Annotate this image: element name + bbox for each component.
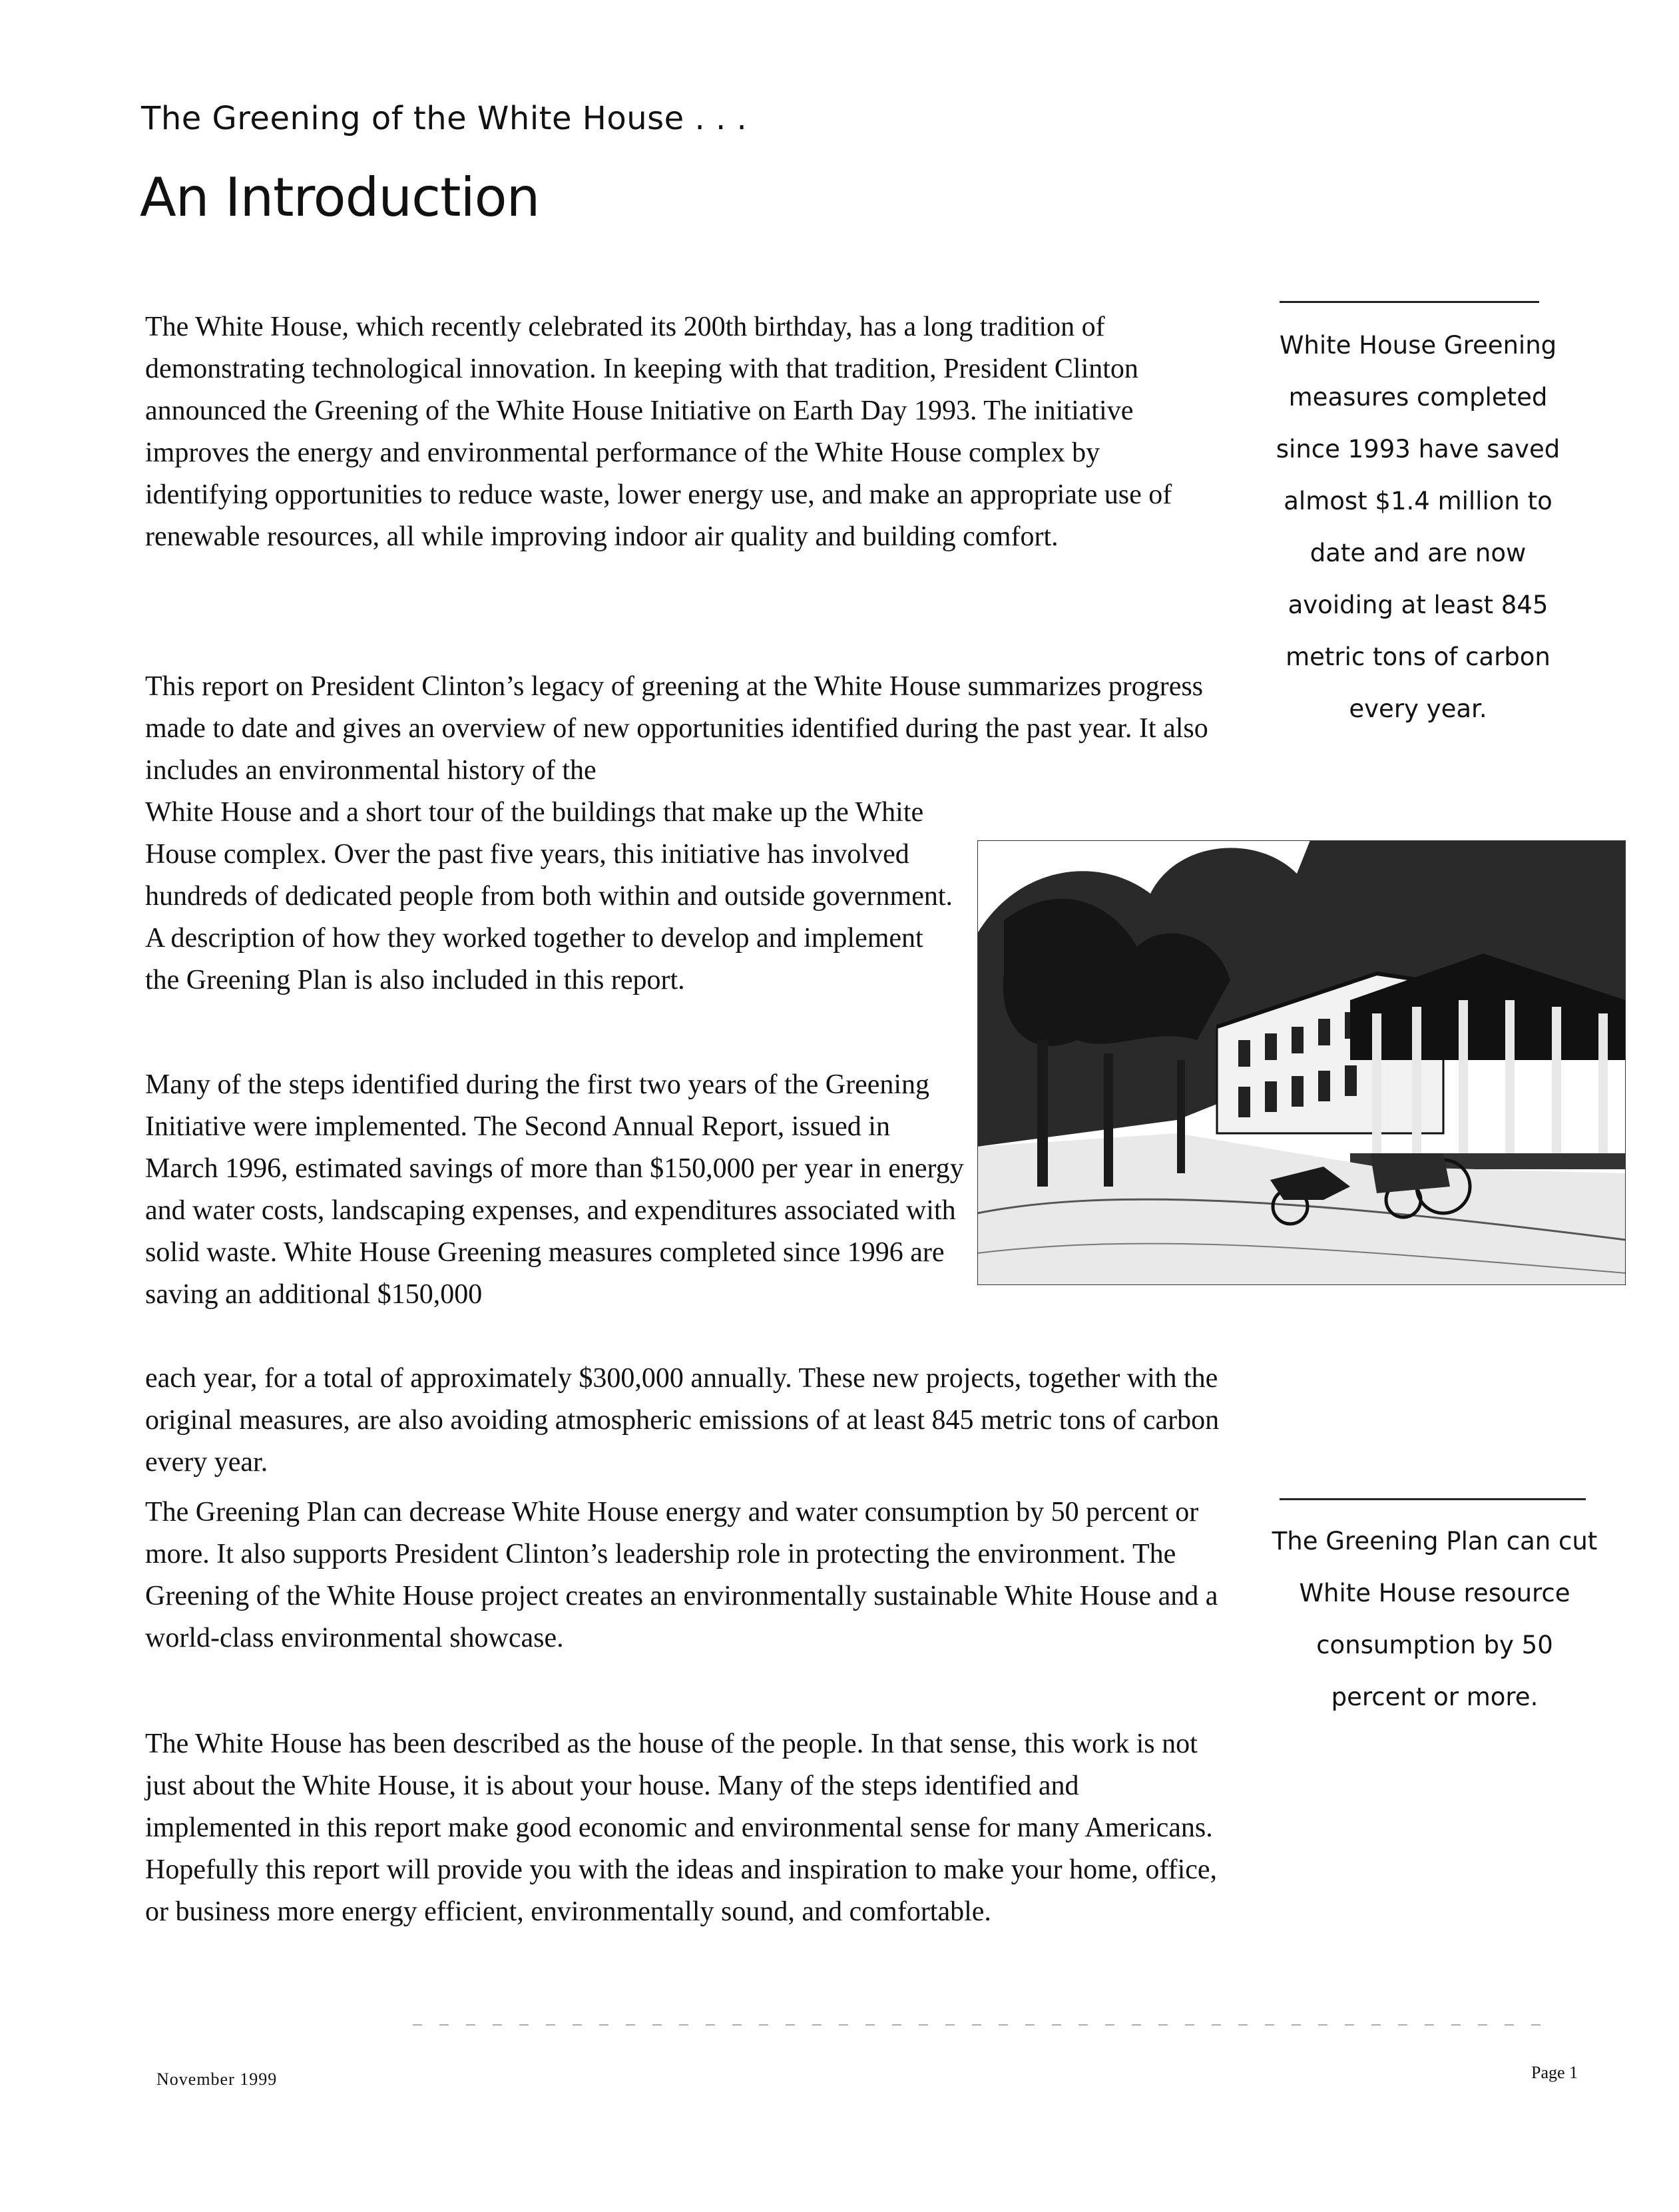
greening-plan-paragraph: The Greening Plan can decrease White House energy and water consumption by 50 percent or more. It also supports President Clinton’s leadership role in protecting the environment. The Greening of the White House project creates an environmentally sustainable White House and a world-class environmental showcase.: [145, 1497, 1218, 1653]
complex-tour-paragraph: White House and a short tour of the buildings that make up the White House complex. Over the past five years, this initiative has involved hundreds of dedicated people from both within and outside government. A description of how they worked together to develop and implement the Greening Plan is also included in this report.: [145, 797, 953, 995]
sidebar-quote-consumption: The Greening Plan can cut White House resource consumption by 50 percent or more.: [1272, 1527, 1598, 1711]
page-number: Page 1: [1531, 2063, 1578, 2082]
sidebar-rule-bottom: [1280, 1498, 1586, 1500]
footer-date: November 1999: [156, 2070, 278, 2089]
footer-divider: [413, 2024, 1558, 2026]
white-house-engraving: [977, 840, 1626, 1285]
savings-paragraph: Many of the steps identified during the first two years of the Greening Initiative were implemented. The Second Annual Report, issued in March 1996, estimated savings of more than $150,000 per year in energy and water costs, landscaping expenses, and expenditures associated with solid waste. White House Greening measures completed since 1996 are saving an additional $150,000: [145, 1069, 964, 1310]
section-subtitle: The Greening of the White House . . .: [141, 100, 748, 137]
report-summary-paragraph: This report on President Clinton’s legacy of greening at the White House summarizes progress made to date and gives an overview of new opportunities identified during the past year. It also includes an environmental history of the: [145, 671, 1208, 786]
carbon-paragraph: each year, for a total of approximately $300,000 annually. These new projects, together with the original measures, are also avoiding atmospheric emissions of at least 845 metric tons of carbon every year.: [145, 1363, 1220, 1478]
sidebar-rule-top: [1280, 301, 1539, 303]
intro-paragraph: The White House, which recently celebrated its 200th birthday, has a long tradition of demonstrating technological innovation. In keeping with that tradition, President Clinton announced the Greening of the White House Initiative on Earth Day 1993. The initiative improves the energy and environmental performance of the White House complex by identifying opportunities to reduce waste, lower energy use, and make an appropriate use of renewable resources, all while improving indoor air quality and building comfort.: [145, 312, 1172, 552]
sidebar-quote-savings: White House Greening measures completed since 1993 have saved almost $1.4 million to date and are now avoiding at least 845 metric tons of carbon every year.: [1276, 331, 1560, 723]
house-of-people-paragraph: The White House has been described as the house of the people. In that sense, this work is not just about the White House, it is about your house. Many of the steps identified and implemented in this report make good economic and environmental sense for many Americans. Hopefully this report will provide you with the ideas and inspiration to make your home, office, or business more energy efficient, environmentally sound, and comfortable.: [145, 1729, 1218, 1927]
page-title: An Introduction: [140, 166, 540, 228]
